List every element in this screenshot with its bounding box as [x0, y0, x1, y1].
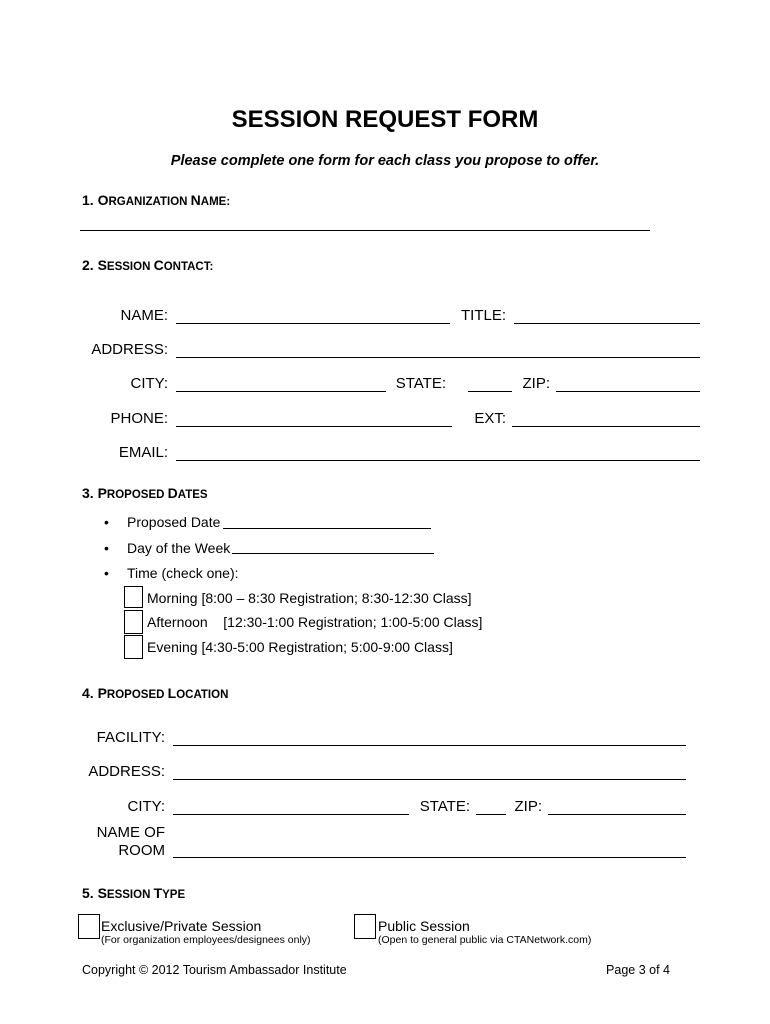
- contact-phone-label: PHONE:: [110, 410, 168, 427]
- public-session-note: (Open to general public via CTANetwork.com): [378, 934, 592, 946]
- proposed-date-field[interactable]: [223, 528, 431, 529]
- footer-copyright: Copyright © 2012 Tourism Ambassador Institute: [82, 963, 347, 977]
- facility-label: FACILITY:: [96, 729, 165, 746]
- afternoon-checkbox[interactable]: [124, 610, 143, 634]
- page-subtitle: Please complete one form for each class you propose to offer.: [170, 153, 600, 169]
- organization-name-field[interactable]: [80, 230, 650, 231]
- section-heading-location: 4. PROPOSED LOCATION: [82, 685, 229, 701]
- exclusive-session-checkbox[interactable]: [78, 914, 100, 939]
- footer-page-number: Page 3 of 4: [606, 963, 670, 977]
- location-city-label: CITY:: [127, 798, 165, 815]
- contact-phone-field[interactable]: [176, 426, 452, 427]
- bullet-icon: •: [104, 565, 109, 581]
- day-of-week-label: Day of the Week: [127, 540, 231, 556]
- page-title: SESSION REQUEST FORM: [231, 106, 539, 133]
- bullet-icon: •: [104, 540, 109, 556]
- location-state-field[interactable]: [476, 814, 506, 815]
- contact-email-field[interactable]: [176, 460, 700, 461]
- exclusive-session-label: Exclusive/Private Session: [101, 918, 262, 934]
- public-session-checkbox[interactable]: [354, 914, 376, 939]
- morning-option-label: Morning [8:00 – 8:30 Registration; 8:30-12:30 Class]: [147, 590, 472, 606]
- evening-checkbox[interactable]: [124, 635, 143, 659]
- public-session-label: Public Session: [378, 918, 470, 934]
- name-of-room-label-line2: ROOM: [118, 842, 165, 859]
- bullet-icon: •: [104, 514, 109, 530]
- location-zip-label: ZIP:: [514, 798, 542, 815]
- contact-title-field[interactable]: [514, 323, 700, 324]
- contact-name-field[interactable]: [176, 323, 450, 324]
- contact-zip-label: ZIP:: [522, 375, 550, 392]
- contact-state-label: STATE:: [395, 375, 446, 392]
- contact-title-label: TITLE:: [460, 307, 506, 324]
- contact-ext-field[interactable]: [512, 426, 700, 427]
- contact-state-field[interactable]: [468, 391, 512, 392]
- contact-ext-label: EXT:: [474, 410, 506, 427]
- section-heading-dates: 3. PROPOSED DATES: [82, 485, 208, 501]
- time-label: Time (check one):: [127, 565, 239, 581]
- section-heading-organization: 1. ORGANIZATION NAME:: [82, 192, 231, 208]
- afternoon-option-label: Afternoon [12:30-1:00 Registration; 1:00-5:00 Class]: [147, 614, 483, 630]
- location-zip-field[interactable]: [548, 814, 686, 815]
- evening-option-label: Evening [4:30-5:00 Registration; 5:00-9:00 Class]: [147, 639, 453, 655]
- contact-address-label: ADDRESS:: [91, 341, 168, 358]
- location-address-field[interactable]: [173, 779, 686, 780]
- location-address-label: ADDRESS:: [88, 763, 165, 780]
- name-of-room-field[interactable]: [173, 857, 686, 858]
- contact-city-label: CITY:: [130, 375, 168, 392]
- proposed-date-label: Proposed Date: [127, 514, 221, 530]
- exclusive-session-note: (For organization employees/designees only): [101, 934, 311, 946]
- name-of-room-label-line1: NAME OF: [96, 824, 165, 841]
- section-heading-session-type: 5. SESSION TYPE: [82, 885, 186, 901]
- facility-field[interactable]: [173, 745, 686, 746]
- contact-zip-field[interactable]: [556, 391, 700, 392]
- section-heading-contact: 2. SESSION CONTACT:: [82, 257, 214, 273]
- location-city-field[interactable]: [173, 814, 409, 815]
- contact-city-field[interactable]: [176, 391, 386, 392]
- contact-address-field[interactable]: [176, 357, 700, 358]
- morning-checkbox[interactable]: [124, 586, 143, 608]
- location-state-label: STATE:: [419, 798, 470, 815]
- day-of-week-field[interactable]: [232, 553, 434, 554]
- contact-email-label: EMAIL:: [118, 444, 168, 461]
- contact-name-label: NAME:: [120, 307, 168, 324]
